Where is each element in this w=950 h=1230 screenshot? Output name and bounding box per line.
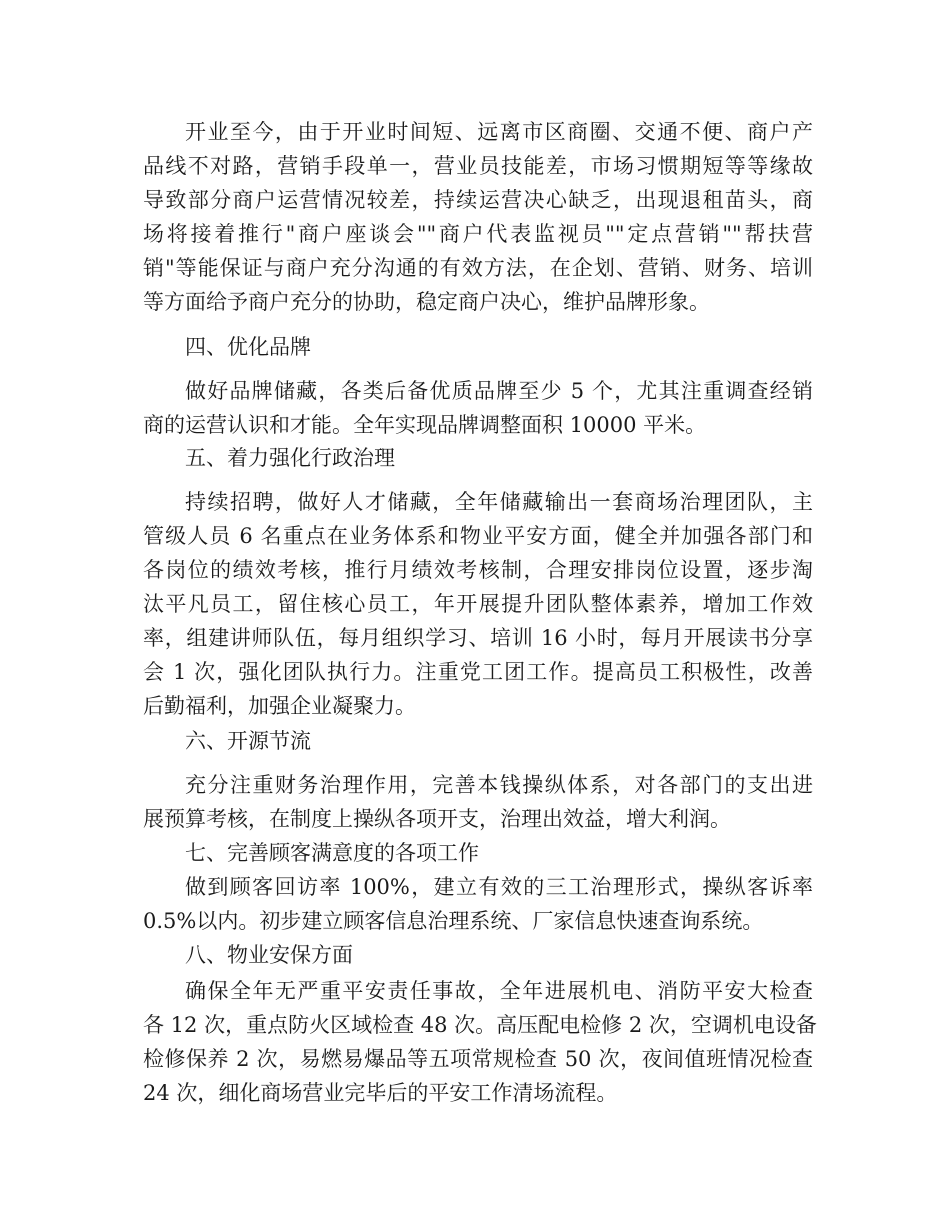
- paragraph-line: 会 1 次，强化团队执行力。注重党工团工作。提高员工积极性，改善: [143, 660, 813, 684]
- section-heading: 六、开源节流: [185, 729, 311, 753]
- section-heading: 七、完善顾客满意度的各项工作: [185, 841, 479, 865]
- paragraph-line: 商的运营认识和才能。全年实现品牌调整面积 10000 平米。: [143, 413, 707, 437]
- paragraph-line: 24 次，细化商场营业完毕后的平安工作清场流程。: [143, 1081, 618, 1105]
- paragraph-line: 等方面给予商户充分的协助，稳定商户决心，维护品牌形象。: [143, 290, 710, 314]
- paragraph-line: 管级人员 6 名重点在业务体系和物业平安方面，健全并加强各部门和: [143, 524, 813, 548]
- paragraph-line: 展预算考核，在制度上操纵各项开支，治理出效益，增大利润。: [143, 807, 731, 831]
- section-heading: 八、物业安保方面: [185, 943, 353, 967]
- paragraph-line: 品线不对路，营销手段单一，营业员技能差，市场习惯期短等等缘故: [143, 154, 813, 178]
- paragraph-line: 导致部分商户运营情况较差，持续运营决心缺乏，出现退租苗头，商: [143, 188, 813, 212]
- paragraph-line: 0.5%以内。初步建立顾客信息治理系统、厂家信息快速查询系统。: [143, 909, 764, 933]
- paragraph-line: 汰平凡员工，留住核心员工，年开展提升团队整体素养，增加工作效: [143, 592, 813, 616]
- paragraph-line: 确保全年无严重平安责任事故，全年进展机电、消防平安大检查: [185, 979, 813, 1003]
- paragraph-line: 各 12 次，重点防火区域检查 48 次。高压配电检修 2 次，空调机电设备: [143, 1013, 817, 1037]
- paragraph-line: 做到顾客回访率 100%，建立有效的三工治理形式，操纵客诉率: [185, 875, 813, 899]
- section-heading: 五、着力强化行政治理: [185, 446, 395, 470]
- section-heading: 四、优化品牌: [185, 335, 311, 359]
- paragraph-line: 做好品牌储藏，各类后备优质品牌至少 5 个，尤其注重调查经销: [185, 379, 813, 403]
- paragraph-line: 率，组建讲师队伍，每月组织学习、培训 16 小时，每月开展读书分享: [143, 626, 813, 650]
- paragraph-line: 场将接着推行"商户座谈会""商户代表监视员""定点营销""帮扶营: [143, 222, 813, 246]
- paragraph-line: 检修保养 2 次，易燃易爆品等五项常规检查 50 次，夜间值班情况检查: [143, 1047, 813, 1071]
- paragraph-line: 持续招聘，做好人才储藏，全年储藏输出一套商场治理团队，主: [185, 490, 813, 514]
- paragraph-line: 充分注重财务治理作用，完善本钱操纵体系，对各部门的支出进: [185, 773, 813, 797]
- paragraph-line: 后勤福利，加强企业凝聚力。: [143, 694, 416, 718]
- paragraph-line: 各岗位的绩效考核，推行月绩效考核制，合理安排岗位设置，逐步淘: [143, 558, 813, 582]
- paragraph-line: 销"等能保证与商户充分沟通的有效方法，在企划、营销、财务、培训: [143, 256, 813, 280]
- paragraph-line: 开业至今，由于开业时间短、远离市区商圈、交通不便、商户产: [185, 120, 813, 144]
